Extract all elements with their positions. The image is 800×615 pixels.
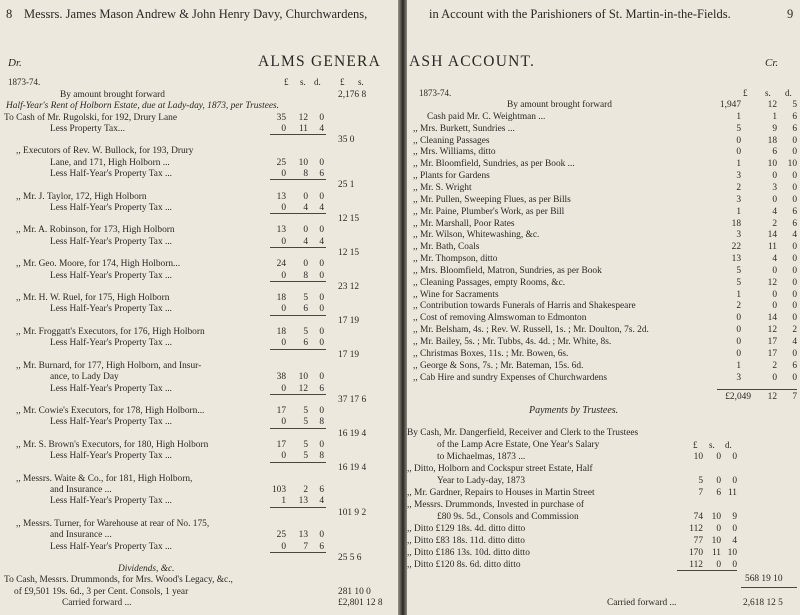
right-amount-value: 3 [736,171,741,181]
left-amount-value: 25 [276,158,286,168]
left-entry-text: Less Half-Year's Property Tax ... [50,203,173,213]
left-entry-text: ,, Mr. H. W. Ruel, for 175, High Holborn [16,293,170,303]
left-amount-value: 2 [303,485,308,495]
right-amount-value: 0 [772,290,777,300]
right-amount-value: 0 [792,136,797,146]
left-amount-value: 4 [303,237,308,247]
left-entry-text: Less Half-Year's Property Tax ... [50,542,173,552]
left-amount-value: 5 [303,327,308,337]
trustee-total-value: 568 19 10 [745,574,783,584]
trustee-amount-value: 0 [716,560,721,570]
left-amount-value: 0 [319,225,324,235]
left-amount-value: 25 [276,530,286,540]
right-amount-value: 0 [792,254,797,264]
right-entry-text: ,, Mr. Paine, Plumber's Work, as per Bill [413,207,565,217]
left-entry-text: Lane, and 171, High Holborn ... [50,158,170,168]
right-amount-value: 0 [792,147,797,157]
right-amount-value: 3 [772,183,777,193]
left-entry-text: To Cash of Mr. Rugolski, for 192, Drury Lane [4,113,178,123]
left-total-value: 12 15 [338,214,360,224]
right-amount-value: 0 [736,349,741,359]
left-total-value: 16 19 4 [338,429,367,439]
left-amount-value: 13 [298,530,308,540]
right-amount-value: 2 [736,183,741,193]
trustee-amount-value: 0 [732,560,737,570]
right-amount-value: 12 [767,278,777,288]
trustee-entry-text: of the Lamp Acre Estate, One Year's Salary [437,440,600,450]
right-col-heading: d. [785,88,792,98]
left-amount-value: 8 [319,417,324,427]
left-total-value: 101 9 2 [338,508,367,518]
left-amount-value: 35 [276,113,286,123]
right-amount-value: 0 [736,337,741,347]
left-amount-value: 0 [303,259,308,269]
left-entry-text: Less Half-Year's Property Tax ... [50,271,173,281]
left-amount-value: 0 [319,327,324,337]
left-amount-value: 8 [303,271,308,281]
left-rule [270,179,326,180]
left-amount-value: 4 [319,237,324,247]
trustee-amount-value: 6 [716,488,721,498]
left-amount-value: 0 [319,113,324,123]
left-amount-value: 0 [319,530,324,540]
right-amount-value: 0 [792,373,797,383]
right-entry-text: ,, Cleaning Passages, empty Rooms, &c. [413,278,566,288]
left-rule [270,213,326,214]
right-entry-text: By amount brought forward [507,100,612,110]
left-total-value: 281 10 0 [338,587,371,597]
left-amount-value: 10 [298,158,308,168]
right-amount-value: 22 [731,242,741,252]
left-total-value: 2,176 8 [338,90,367,100]
left-amount-value: 5 [303,293,308,303]
right-amount-value: 2 [772,361,777,371]
left-rule [270,428,326,429]
trustee-amount-value: 0 [716,476,721,486]
right-amount-value: 0 [792,313,797,323]
right-entry-text: ,, Mrs. Williams, ditto [413,147,496,157]
right-amount-value: 0 [772,373,777,383]
right-amount-value: 4 [772,207,777,217]
trustee-entry-text: ,, Messrs. Drummonds, Invested in purchase of [407,500,585,510]
left-running-title: Messrs. James Mason Andrew & John Henry Davy, Churchwardens, [24,7,368,21]
right-entry-text: ,, George & Sons, 7s. ; Mr. Bateman, 15s. 6d. [413,361,584,371]
left-amount-value: 10 [298,372,308,382]
right-amount-value: 14 [767,313,777,323]
left-amount-value: 38 [276,372,286,382]
left-amount-value: 4 [303,203,308,213]
left-amount-value: 103 [271,485,286,495]
trustee-entry-text: ,, Ditto £120 8s. 6d. ditto ditto [407,560,521,570]
left-amount-value: 24 [276,259,286,269]
left-amount-value: 0 [303,192,308,202]
right-entry-text: ,, Mr. Wilson, Whitewashing, &c. [413,230,540,240]
left-total-value: 12 15 [338,248,360,258]
trustee-amount-value: 7 [698,488,703,498]
left-entry-text: ,, Executors of Rev. W. Bullock, for 193, Drury [16,146,194,156]
left-total-value: 35 0 [338,135,355,145]
book-gutter [398,0,407,615]
right-amount-value: 1,947 [719,100,741,110]
left-amount-value: 18 [276,293,286,303]
left-col-heading: s. [358,77,364,87]
left-rule [270,134,326,135]
right-col-heading: £ [743,88,748,98]
left-entry-text: Less Half-Year's Property Tax ... [50,304,173,314]
trustee-entry-text: ,, Ditto, Holborn and Cockspur street Estate, Half [407,464,593,474]
left-amount-value: 0 [319,192,324,202]
trustee-amount-value: 74 [693,512,703,522]
left-entry-text: ,, Messrs. Waite & Co., for 181, High Holborn, [16,474,193,484]
left-entry-text: Carried forward ... [62,598,132,608]
right-amount-value: 6 [792,112,797,122]
left-amount-value: 0 [319,259,324,269]
left-amount-value: 0 [319,271,324,281]
right-account-title: ASH ACCOUNT. [409,53,536,70]
left-total-value: 16 19 4 [338,463,367,473]
trustee-col-heading: d. [725,440,732,450]
right-amount-value: 9 [772,124,777,134]
trustee-amount-value: 4 [732,536,737,546]
left-rule [270,552,326,553]
right-entry-text: ,, Mr. Pullen, Sweeping Flues, as per Bills [413,195,571,205]
left-amount-value: 0 [281,542,286,552]
left-amount-value: 8 [319,451,324,461]
right-amount-value: 5 [736,124,741,134]
left-entry-text: and Insurance ... [50,485,112,495]
trustee-amount-value: 10 [693,452,703,462]
right-entry-text: ,, Mr. Marshall, Poor Rates [413,219,515,229]
right-amount-value: 0 [736,313,741,323]
left-entry-text: Half-Year's Rent of Holborn Estate, due at Lady-day, 1873, per Trustees. [6,101,280,111]
left-year: 1873-74. [8,77,41,87]
right-entry-text: ,, Cleaning Passages [413,136,490,146]
trustees-heading: Payments by Trustees. [529,405,619,416]
trustee-entry-text: Year to Lady-day, 1873 [437,476,526,486]
right-amount-value: 0 [772,171,777,181]
left-entry-text: Less Half-Year's Property Tax ... [50,417,173,427]
left-entry-text: ance, to Lady Day [50,372,119,382]
trustee-amount-value: 11 [711,548,721,558]
left-amount-value: 0 [319,304,324,314]
right-page-number: 9 [787,7,794,21]
right-amount-value: 5 [792,100,797,110]
left-total-value: 23 12 [338,282,360,292]
right-running-title: in Account with the Parishioners of St. Martin-in-the-Fields. [429,7,731,21]
left-amount-value: 18 [276,327,286,337]
left-total-value: 17 19 [338,350,360,360]
right-amount-value: 6 [792,124,797,134]
left-total-value: 25 5 6 [338,553,362,563]
right-amount-value: 11 [767,242,777,252]
trustee-amount-value: 112 [689,524,703,534]
left-amount-value: 0 [281,237,286,247]
right-amount-value: 1 [736,361,741,371]
right-entry-text: ,, Mrs. Bloomfield, Matron, Sundries, as per Book [413,266,602,276]
left-col-heading: £ [284,77,289,87]
left-amount-value: 0 [281,271,286,281]
right-amount-value: 13 [731,254,741,264]
right-amount-value: 0 [772,301,777,311]
right-amount-value: 0 [736,136,741,146]
right-amount-value: 0 [792,195,797,205]
trustee-amount-value: 10 [727,548,737,558]
trustee-amount-value: 170 [688,548,703,558]
right-entry-text: ,, Mr. Thompson, ditto [413,254,498,264]
right-carried-total: 2,618 12 5 [743,598,783,608]
left-amount-value: 4 [319,203,324,213]
right-amount-value: 3 [736,373,741,383]
trustee-amount-value: 5 [698,476,703,486]
left-col-heading: d. [314,77,321,87]
left-total-value: £2,801 12 8 [338,598,383,608]
left-entry-text: ,, Mr. Cowie's Executors, for 178, High Holborn... [16,406,205,416]
right-amount-value: 0 [792,266,797,276]
right-carried-text: Carried forward ... [607,598,677,608]
left-rule [270,247,326,248]
trustee-amount-value: 0 [732,452,737,462]
left-amount-value: 13 [276,192,286,202]
trustee-entry-text: ,, Mr. Gardner, Repairs to Houses in Martin Street [407,488,595,498]
left-amount-value: 0 [319,293,324,303]
right-amount-value: 1 [736,290,741,300]
trustee-amount-value: 77 [693,536,703,546]
trustee-amount-value: 0 [716,524,721,534]
left-amount-value: 4 [319,496,324,506]
left-entry-text: Less Half-Year's Property Tax ... [50,169,173,179]
left-rule [270,349,326,350]
right-amount-value: 0 [772,266,777,276]
left-ledger-page [0,0,398,615]
right-final-rule [741,587,797,588]
trustee-amount-value: 0 [732,476,737,486]
right-amount-value: 17 [767,337,777,347]
right-subtotal-value: 12 [767,392,777,402]
left-amount-value: 12 [298,113,308,123]
left-amount-value: 13 [276,225,286,235]
left-amount-value: 0 [319,372,324,382]
trustee-rule [677,570,737,571]
left-entry-text: Less Half-Year's Property Tax ... [50,496,173,506]
left-rule [270,315,326,316]
right-amount-value: 3 [736,195,741,205]
right-entry-text: ,, Contribution towards Funerals of Harris and Shakespeare [413,301,636,311]
right-amount-value: 5 [736,278,741,288]
right-amount-value: 0 [792,290,797,300]
right-amount-value: 2 [792,325,797,335]
right-entry-text: Cash paid Mr. C. Weightman ... [427,112,546,122]
cr-label: Cr. [765,57,779,69]
right-entry-text: ,, Wine for Sacraments [413,290,499,300]
trustee-col-heading: s. [709,440,715,450]
left-entry-text: Less Half-Year's Property Tax ... [50,237,173,247]
left-amount-value: 0 [319,440,324,450]
trustee-entry-text: £80 9s. 5d., Consols and Commission [437,512,579,522]
right-rule [717,389,797,390]
right-amount-value: 0 [772,195,777,205]
left-entry-text: By amount brought forward [60,90,165,100]
left-entry-text: ,, Mr. Burnard, for 177, High Holborn, and Insur- [16,361,202,371]
left-amount-value: 0 [319,158,324,168]
right-entry-text: ,, Mr. Bath, Coals [413,242,480,252]
right-subtotal-value: £2,049 [725,392,751,402]
trustee-entry-text: ,, Ditto £186 13s. 10d. ditto ditto [407,548,530,558]
left-total-value: 17 19 [338,316,360,326]
right-year: 1873-74. [419,88,452,98]
right-amount-value: 0 [792,171,797,181]
right-amount-value: 0 [792,278,797,288]
left-entry-text: ,, Mr. S. Brown's Executors, for 180, High Holborn [16,440,209,450]
left-amount-value: 5 [303,440,308,450]
left-entry-text: ,, Mr. A. Robinson, for 173, High Holborn [16,225,175,235]
right-entry-text: ,, Christmas Boxes, 11s. ; Mr. Bowen, 6s. [413,349,569,359]
right-amount-value: 0 [792,349,797,359]
left-entry-text: ,, Mr. Geo. Moore, for 174, High Holborn... [16,259,181,269]
right-amount-value: 12 [767,100,777,110]
left-entry-text: Less Half-Year's Property Tax ... [50,451,173,461]
right-amount-value: 2 [772,219,777,229]
right-amount-value: 10 [767,159,777,169]
right-amount-value: 0 [736,147,741,157]
left-amount-value: 0 [281,451,286,461]
left-amount-value: 5 [303,406,308,416]
left-total-value: 25 1 [338,180,355,190]
right-entry-text: ,, Cab Hire and sundry Expenses of Churchwardens [413,373,607,383]
left-entry-text: and Insurance ... [50,530,112,540]
left-amount-value: 0 [281,338,286,348]
left-amount-value: 6 [319,384,324,394]
left-amount-value: 6 [319,485,324,495]
left-amount-value: 0 [281,169,286,179]
trustee-amount-value: 10 [711,512,721,522]
right-entry-text: ,, Plants for Gardens [413,171,490,181]
left-amount-value: 1 [281,496,286,506]
left-amount-value: 17 [276,440,286,450]
left-entry-text: Less Half-Year's Property Tax ... [50,338,173,348]
left-entry-text: Less Property Tax... [50,124,125,134]
left-page-number: 8 [6,7,13,21]
left-amount-value: 0 [281,304,286,314]
left-entry-text: Less Half-Year's Property Tax ... [50,384,173,394]
left-amount-value: 0 [319,406,324,416]
right-amount-value: 3 [736,230,741,240]
left-rule [270,507,326,508]
trustee-amount-value: 112 [689,560,703,570]
right-amount-value: 18 [731,219,741,229]
right-amount-value: 0 [792,301,797,311]
right-col-heading: s. [765,88,771,98]
trustee-amount-value: 0 [716,452,721,462]
trustee-entry-text: ,, Ditto £129 18s. 4d. ditto ditto [407,524,526,534]
right-amount-value: 4 [792,337,797,347]
right-subtotal-value: 7 [792,392,797,402]
trustee-entry-text: ,, Ditto £83 18s. 11d. ditto ditto [407,536,525,546]
left-amount-value: 12 [298,384,308,394]
right-entry-text: ,, Cost of removing Almswoman to Edmonton [413,313,587,323]
trustee-amount-value: 11 [727,488,737,498]
right-amount-value: 0 [792,242,797,252]
left-total-value: 37 17 6 [338,395,367,405]
right-amount-value: 10 [787,159,797,169]
right-entry-text: ,, Mr. Bailey, 5s. ; Mr. Tubbs, 4s. 4d. ; Mr. White, 8s. [413,337,612,347]
right-amount-value: 6 [792,207,797,217]
trustee-col-heading: £ [693,440,698,450]
trustee-amount-value: 0 [732,524,737,534]
right-amount-value: 14 [767,230,777,240]
left-rule [270,281,326,282]
left-amount-value: 0 [281,384,286,394]
left-amount-value: 0 [303,225,308,235]
right-amount-value: 17 [767,349,777,359]
trustee-entry-text: to Michaelmas, 1873 ... [437,452,526,462]
left-amount-value: 4 [319,124,324,134]
left-col-heading: s. [300,77,306,87]
right-amount-value: 6 [792,361,797,371]
left-entry-text: of £9,501 19s. 6d., 3 per Cent. Consols, 1 year [14,587,189,597]
right-amount-value: 18 [767,136,777,146]
right-amount-value: 5 [736,266,741,276]
right-amount-value: 2 [736,301,741,311]
dr-label: Dr. [8,57,22,69]
left-amount-value: 7 [303,542,308,552]
left-amount-value: 6 [303,338,308,348]
trustee-amount-value: 10 [711,536,721,546]
left-col-heading: £ [340,77,345,87]
left-amount-value: 13 [298,496,308,506]
right-amount-value: 4 [772,254,777,264]
right-amount-value: 0 [736,325,741,335]
left-amount-value: 6 [319,542,324,552]
left-amount-value: 0 [281,124,286,134]
left-amount-value: 5 [303,417,308,427]
right-amount-value: 1 [736,112,741,122]
right-amount-value: 6 [792,219,797,229]
left-entry-text: ,, Messrs. Turner, for Warehouse at rear of No. 175, [16,519,210,529]
left-amount-value: 11 [298,124,308,134]
left-entry-text: To Cash, Messrs. Drummonds, for Mrs. Wood's Legacy, &c., [4,575,233,585]
left-rule [270,462,326,463]
right-amount-value: 1 [736,159,741,169]
right-amount-value: 0 [792,183,797,193]
trustee-entry-text: By Cash, Mr. Dangerfield, Receiver and Clerk to the Trustees [407,428,639,438]
right-entry-text: ,, Mr. Belsham, 4s. ; Rev. W. Russell, 1s. ; Mr. Doulton, 7s. 2d. [413,325,649,335]
trustee-amount-value: 9 [732,512,737,522]
right-amount-value: 12 [767,325,777,335]
left-amount-value: 17 [276,406,286,416]
left-entry-text: Dividends, &c. [118,564,175,574]
left-amount-value: 5 [303,451,308,461]
right-ledger-page [407,0,800,615]
left-rule [270,394,326,395]
left-amount-value: 0 [319,338,324,348]
right-amount-value: 6 [772,147,777,157]
left-amount-value: 0 [281,203,286,213]
right-amount-value: 1 [772,112,777,122]
left-entry-text: ,, Mr. J. Taylor, 172, High Holborn [16,192,147,202]
left-entry-text: ,, Mr. Froggatt's Executors, for 176, High Holborn [16,327,205,337]
right-entry-text: ,, Mr. Bloomfield, Sundries, as per Book ... [413,159,575,169]
left-amount-value: 8 [303,169,308,179]
right-amount-value: 4 [792,230,797,240]
left-amount-value: 6 [319,169,324,179]
left-account-title: ALMS GENERA [258,53,381,70]
right-amount-value: 1 [736,207,741,217]
left-amount-value: 6 [303,304,308,314]
right-entry-text: ,, Mrs. Burkett, Sundries ... [413,124,515,134]
right-entry-text: ,, Mr. S. Wright [413,183,472,193]
left-amount-value: 0 [281,417,286,427]
